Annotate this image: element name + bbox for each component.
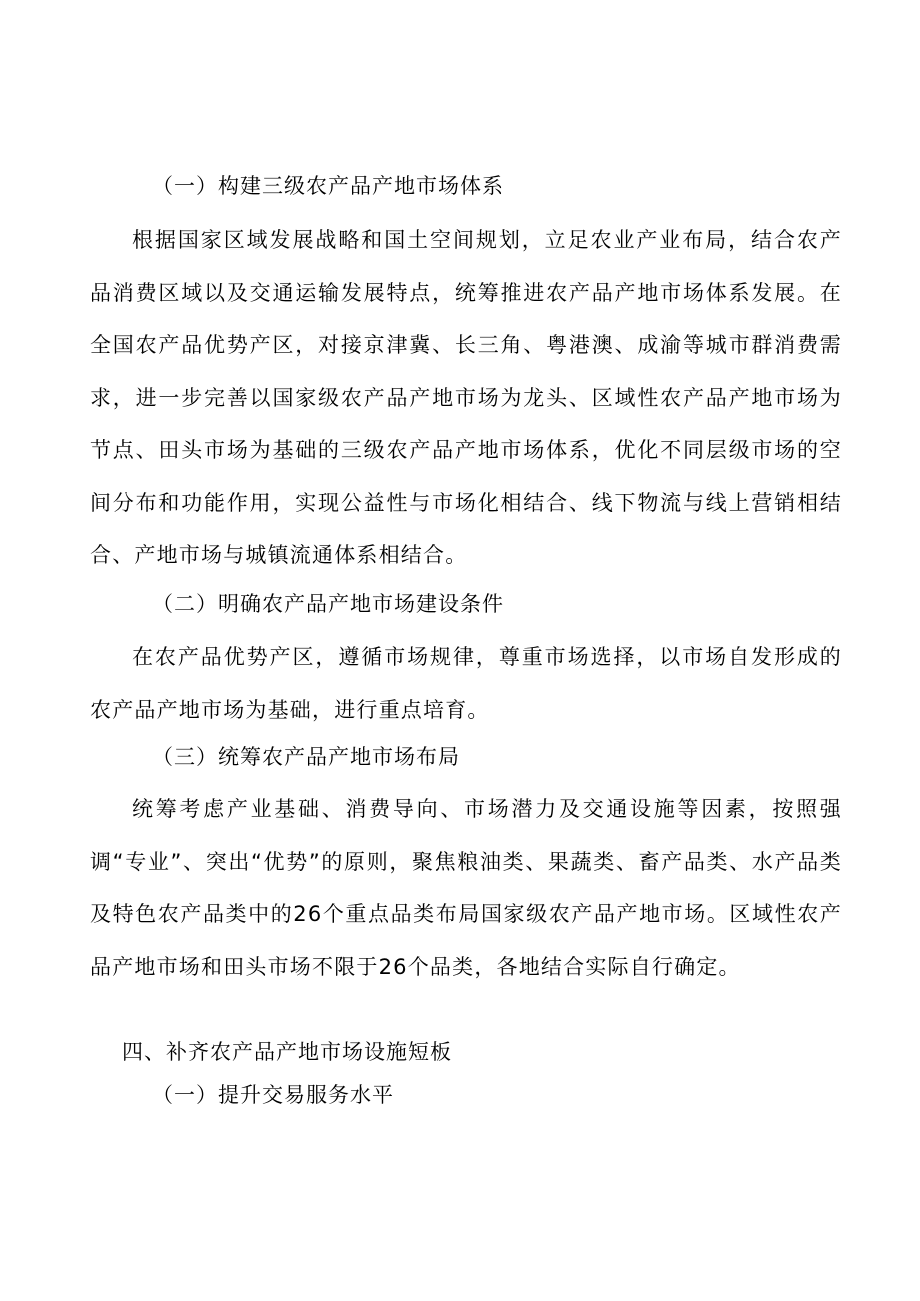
section-heading-construction-conditions: （二）明确农产品产地市场建设条件: [152, 592, 504, 616]
paragraph-market-layout: 统筹考虑产业基础、消费导向、市场潜力及交通设施等因素，按照强调“专业”、突出“优势”的原则，聚焦粮油类、果蔬类、畜产品类、水产品类及特色农产品类中的26个重点品类布局国家级农产品产地市场。区域性农产品产地市场和田头市场不限于26个品类，各地结合实际自行确定。: [90, 797, 842, 979]
chapter-heading-facility-shortcomings: 四、补齐农产品产地市场设施短板: [122, 1040, 452, 1064]
paragraph-market-system: 根据国家区域发展战略和国土空间规划，立足农业产业布局，结合农产品消费区域以及交通运输发展特点，统筹推进农产品产地市场体系发展。在全国农产品优势产区，对接京津冀、长三角、粤港澳、成渝等城市群消费需求，进一步完善以国家级农产品产地市场为龙头、区域性农产品产地市场为节点、田头市场为基础的三级农产品产地市场体系，优化不同层级市场的空间分布和功能作用，实现公益性与市场化相结合、线下物流与线上营销相结合、产地市场与城镇流通体系相结合。: [90, 228, 842, 567]
section-heading-trading-services: （一）提升交易服务水平: [152, 1083, 394, 1107]
section-heading-market-layout: （三）统筹农产品产地市场布局: [152, 745, 460, 769]
section-heading-build-market-system: （一）构建三级农产品产地市场体系: [152, 174, 504, 198]
paragraph-construction-conditions: 在农产品优势产区，遵循市场规律，尊重市场选择，以市场自发形成的农产品产地市场为基础，进行重点培育。: [90, 645, 842, 722]
